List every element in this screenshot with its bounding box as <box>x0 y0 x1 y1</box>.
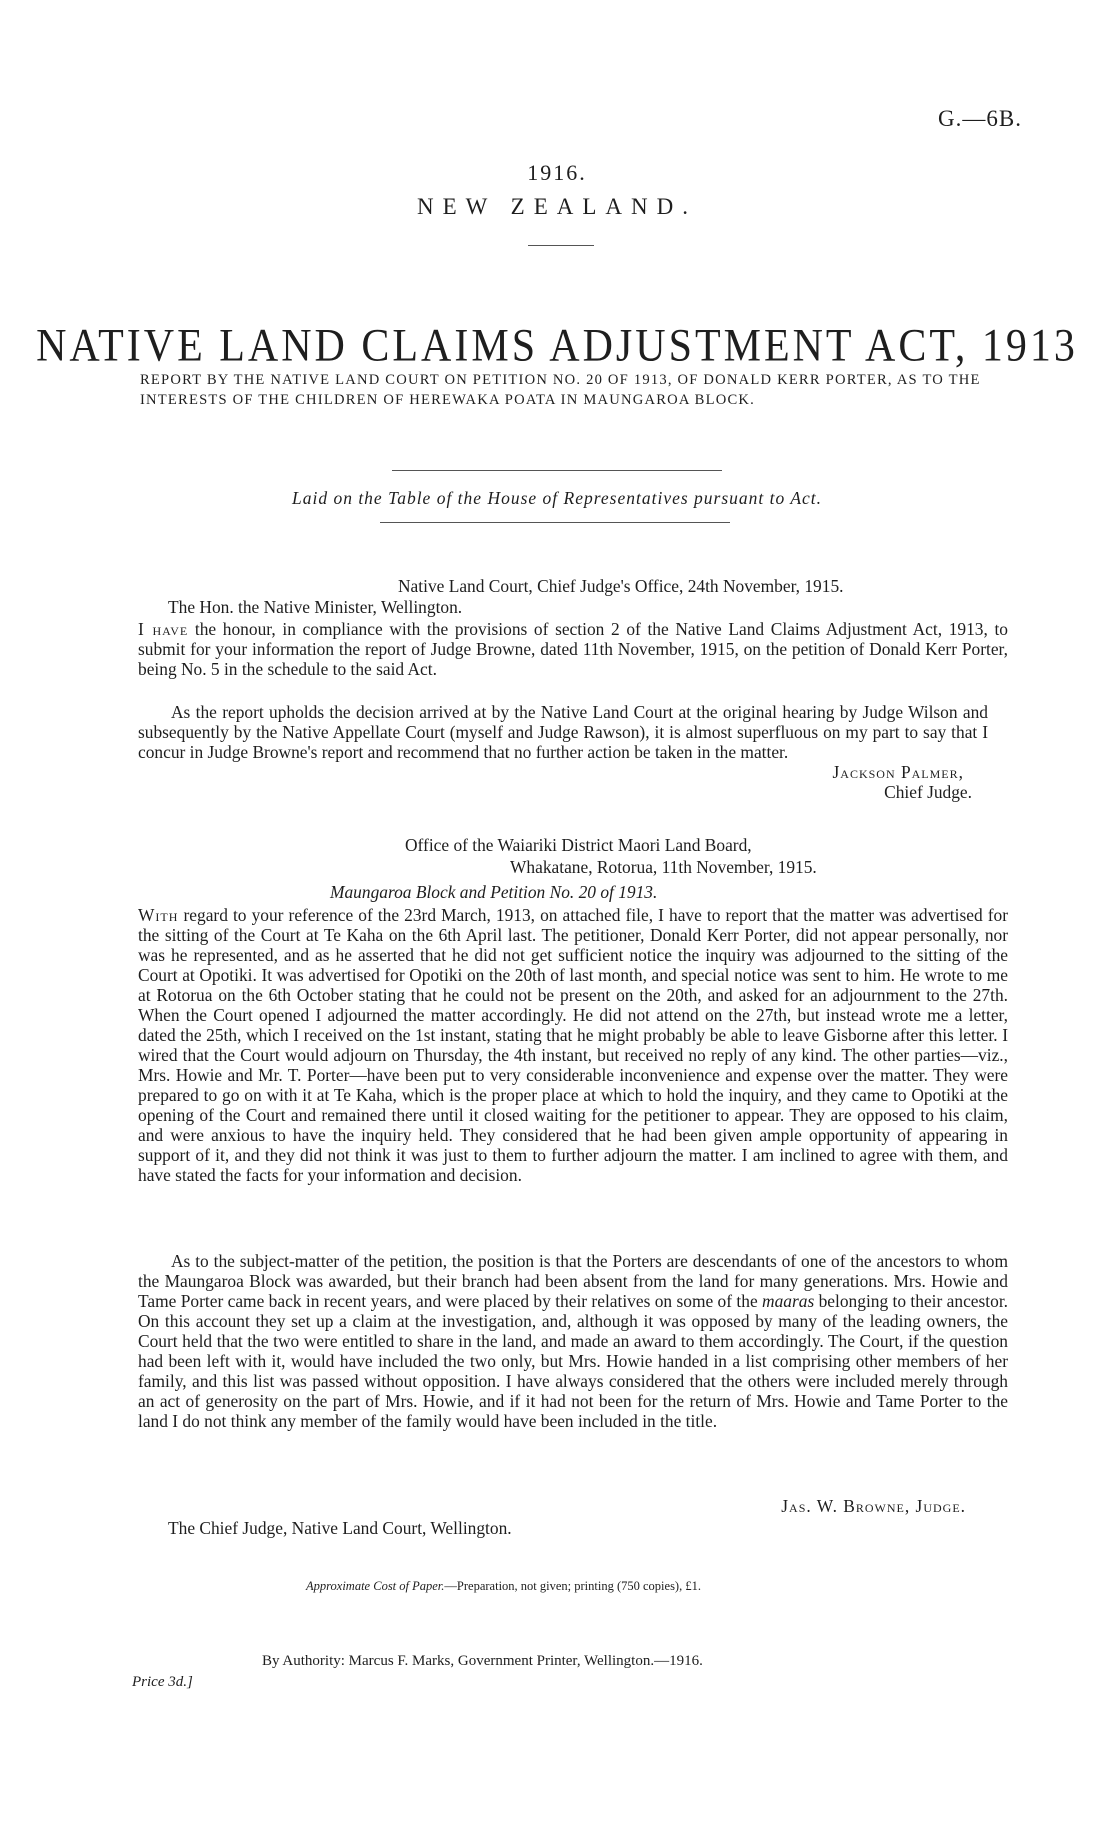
letter2-office-line: Office of the Waiariki District Maori Land Board, <box>405 835 752 855</box>
letter1-addressee: The Hon. the Native Minister, Wellington. <box>168 597 463 617</box>
divider <box>392 470 722 471</box>
cost-text: —Preparation, not given; printing (750 copies), £1. <box>444 1579 701 1593</box>
printer-authority: By Authority: Marcus F. Marks, Government Printer, Wellington.—1916. <box>262 1653 703 1669</box>
letter2-paragraph <box>138 1251 1008 1431</box>
letter2-paragraph <box>138 905 1008 1185</box>
letter1-signature-title: Chief Judge. <box>884 782 972 802</box>
letter1-lead-words: I have <box>138 619 189 639</box>
letter1-signature-name: Jackson Palmer, <box>832 762 964 782</box>
letter2-paragraph-text: As to the subject-matter of the petition, the position is that the Porters are descendants of one of the ancestors to whom the Maungaroa Block was awarded, but their branch had been absent from the land for many generations. Mrs. Howie and Tame Porter came back in recent years, and were placed by their relatives on some of the <box>138 1251 1008 1311</box>
cost-label: Approximate Cost of Paper. <box>306 1579 445 1593</box>
letter2-paragraph-text: regard to your reference of the 23rd March, 1913, on attached file, I have to report that the matter was advertised for the sitting of the Court at Te Kaha on the 6th April last. The petitioner, Donald Kerr Porter, did not appear personally, nor was he represented, and as he asserted that he did not get sufficient notice the inquiry was adjourned to the sitting of the Court at Opotiki. It was advertised for Opotiki on the 20th of last month, and special notice was sent to him. He wrote to me at Rotorua on the 6th October stating that he could not be present on the 20th, and asked for an adjournment to the 27th. When the Court opened I adjourned the matter accordingly. He did not attend on the 27th, but instead wrote me a letter, dated the 25th, which I received on the 1st instant, stating that he might probably be able to leave Gisborne after this letter. I wired that the Court would adjourn on Thursday, the 4th instant, but received no reply of any kind. The other parties—viz., Mrs. Howie and Mr. T. Porter—have been put to very considerable inconvenience and expense over the matter. They were prepared to go on with it at Te Kaha, which is the proper place at which to hold the inquiry, and they came to Opotiki at the opening of the Court and remained there until it closed waiting for the petitioner to appear. They are opposed to his claim, and were anxious to have the inquiry held. They considered that he had been given ample opportunity of appearing in support of it, and they did not think it was just to them to further adjourn the matter. I am inclined to agree with them, and have stated the facts for your information and decision. <box>138 905 1008 1185</box>
publication-year: 1916. <box>527 160 587 185</box>
letter2-signature: Jas. W. Browne, Judge. <box>767 1496 966 1516</box>
letter2-italic-word: maaras <box>762 1291 815 1311</box>
letter1-dateline: Native Land Court, Chief Judge's Office, 24th November, 1915. <box>398 576 844 596</box>
country-heading: NEW ZEALAND. <box>416 194 698 219</box>
letter2-paragraph-text: belonging to their ancestor. On this account they set up a claim at the investigation, and, although it was opposed by many of the leading owners, the Court held that the two were entitled to share in the land, and made an award to them accordingly. The Court, if the question had been left with it, would have included the two only, but Mrs. Howie handed in a list comprising other members of her family, and this list was passed without opposition. I have always considered that the others were included merely through an act of generosity on the part of Mrs. Howie, and if it had not been for the return of Mrs. Howie and Tame Porter to the land I do not think any member of the family would have been included in the title. <box>138 1291 1009 1431</box>
letter2-lead-words: With <box>138 905 179 925</box>
letter2-heading: Maungaroa Block and Petition No. 20 of 1913. <box>330 882 658 902</box>
price-note: Price 3d.] <box>132 1674 193 1690</box>
cost-note <box>306 1576 701 1596</box>
paper-reference: G.—6B. <box>938 106 1022 131</box>
letter2-addressee: The Chief Judge, Native Land Court, Wellington. <box>168 1518 512 1538</box>
laid-on-table-note: Laid on the Table of the House of Representatives pursuant to Act. <box>291 488 823 508</box>
letter1-paragraph-text: the honour, in compliance with the provisions of section 2 of the Native Land Claims Adjustment Act, 1913, to submit for your information the report of Judge Browne, dated 11th November, 1915, on the petition of Donald Kerr Porter, being No. 5 in the schedule to the said Act. <box>138 619 1009 679</box>
document-title: NATIVE LAND CLAIMS ADJUSTMENT ACT, 1913 <box>36 320 1078 372</box>
document-subtitle: REPORT BY THE NATIVE LAND COURT ON PETITION NO. 20 OF 1913, OF DONALD KERR PORTER, AS TO THE INTERESTS OF THE CHILDREN OF HEREWAKA POATA IN MAUNGAROA BLOCK. <box>140 372 981 408</box>
divider <box>380 522 730 523</box>
letter1-paragraph: As the report upholds the decision arrived at by the Native Land Court at the original hearing by Judge Wilson and subsequently by the Native Appellate Court (myself and Judge Rawson), it is almost superfluous on my part to say that I concur in Judge Browne's report and recommend that no further action be taken in the matter. <box>138 702 988 762</box>
letter2-office-line: Whakatane, Rotorua, 11th November, 1915. <box>510 857 817 877</box>
letter1-paragraph <box>138 619 1008 679</box>
divider <box>528 245 594 246</box>
